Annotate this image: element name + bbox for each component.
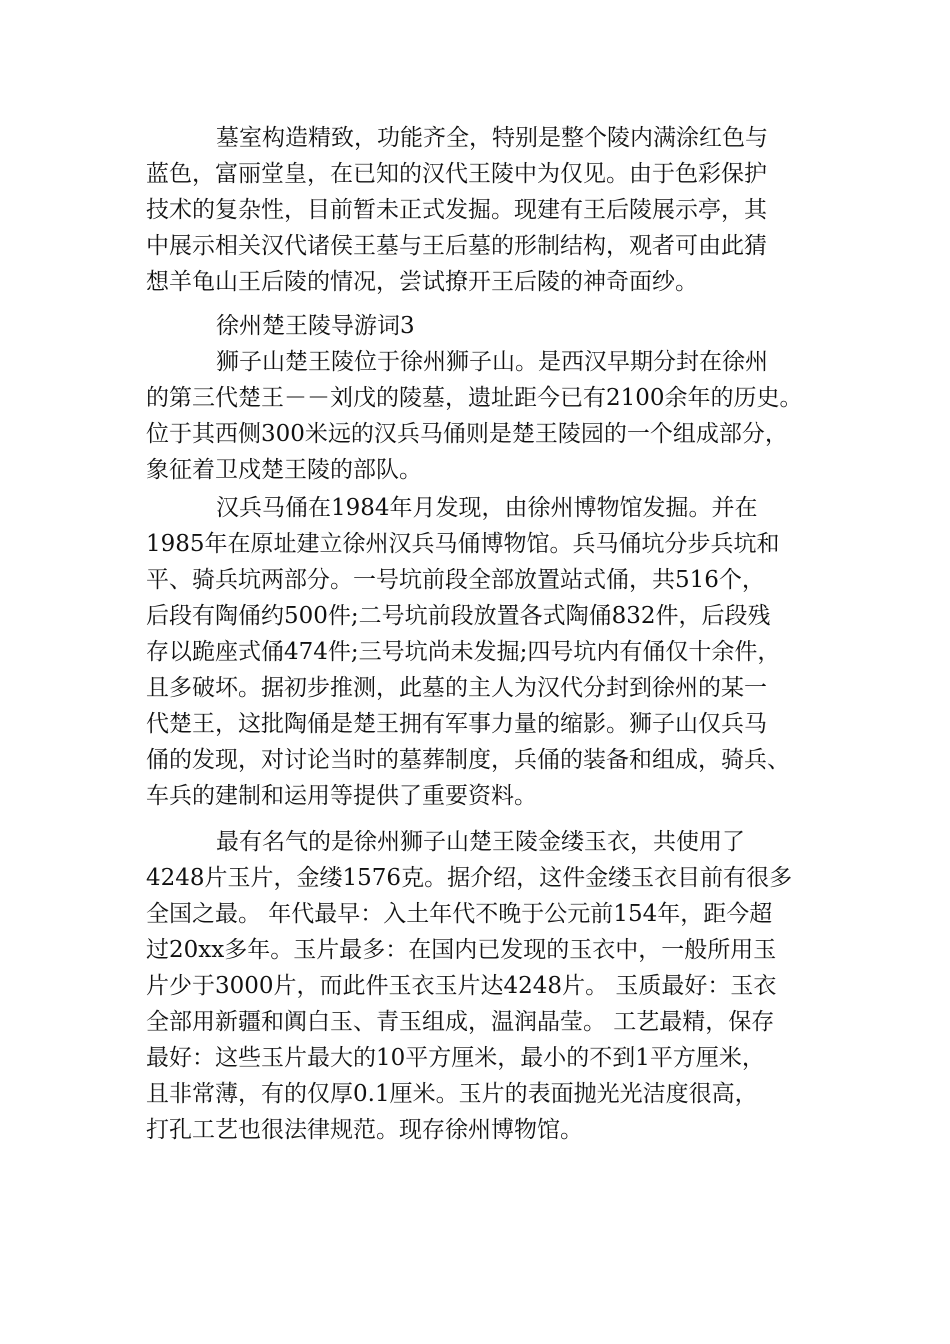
text-line: 狮子山楚王陵位于徐州狮子山。是西汉早期分封在徐州 xyxy=(216,349,768,375)
text-line: 且非常薄，有的仅厚0.1厘米。玉片的表面抛光光洁度很高， xyxy=(146,1081,758,1107)
text-line: 代楚王，这批陶俑是楚王拥有军事力量的缩影。狮子山仅兵马 xyxy=(146,711,767,737)
text-line: 1985年在原址建立徐州汉兵马俑博物馆。兵马俑坑分步兵坑和 xyxy=(146,531,780,557)
section-heading: 徐州楚王陵导游词3 xyxy=(216,313,415,339)
text-line: 的第三代楚王－－刘戊的陵墓，遗址距今已有2100余年的历史。 xyxy=(146,385,803,411)
text-line: 俑的发现，对讨论当时的墓葬制度，兵俑的装备和组成，骑兵、 xyxy=(146,747,790,773)
text-line: 后段有陶俑约500件;二号坑前段放置各式陶俑832件，后段残 xyxy=(146,603,771,629)
text-line: 墓室构造精致，功能齐全，特别是整个陵内满涂红色与 xyxy=(216,125,768,151)
text-line: 技术的复杂性，目前暂未正式发掘。现建有王后陵展示亭，其 xyxy=(146,197,767,223)
text-line: 打孔工艺也很法律规范。现存徐州博物馆。 xyxy=(146,1117,583,1143)
text-line: 存以跪座式俑474件;三号坑尚未发掘;四号坑内有俑仅十余件， xyxy=(146,639,781,665)
text-line: 象征着卫戍楚王陵的部队。 xyxy=(146,457,422,483)
text-line: 最有名气的是徐州狮子山楚王陵金缕玉衣，共使用了 xyxy=(216,829,745,855)
text-line: 想羊龟山王后陵的情况，尝试撩开王后陵的神奇面纱。 xyxy=(146,269,698,295)
text-line: 车兵的建制和运用等提供了重要资料。 xyxy=(146,783,537,809)
text-line: 片少于3000片，而此件玉衣玉片达4248片。 玉质最好：玉衣 xyxy=(146,973,777,999)
text-line: 全国之最。 年代最早：入土年代不晚于公元前154年，距今超 xyxy=(146,901,773,927)
text-line: 且多破坏。据初步推测，此墓的主人为汉代分封到徐州的某一 xyxy=(146,675,767,701)
text-line: 蓝色，富丽堂皇，在已知的汉代王陵中为仅见。由于色彩保护 xyxy=(146,161,767,187)
text-line: 全部用新疆和阗白玉、青玉组成，温润晶莹。 工艺最精，保存 xyxy=(146,1009,775,1035)
text-line: 过20xx多年。玉片最多：在国内已发现的玉衣中，一般所用玉 xyxy=(146,937,777,963)
text-line: 中展示相关汉代诸侯王墓与王后墓的形制结构，观者可由此猜 xyxy=(146,233,767,259)
text-line: 最好：这些玉片最大的10平方厘米，最小的不到1平方厘米， xyxy=(146,1045,765,1071)
text-line: 平、骑兵坑两部分。一号坑前段全部放置站式俑，共516个， xyxy=(146,567,765,593)
text-line: 位于其西侧300米远的汉兵马俑则是楚王陵园的一个组成部分， xyxy=(146,421,788,447)
text-line: 汉兵马俑在1984年月发现，由徐州博物馆发掘。并在 xyxy=(216,495,758,521)
text-line: 4248片玉片，金缕1576克。据介绍，这件金缕玉衣目前有很多 xyxy=(146,865,793,891)
